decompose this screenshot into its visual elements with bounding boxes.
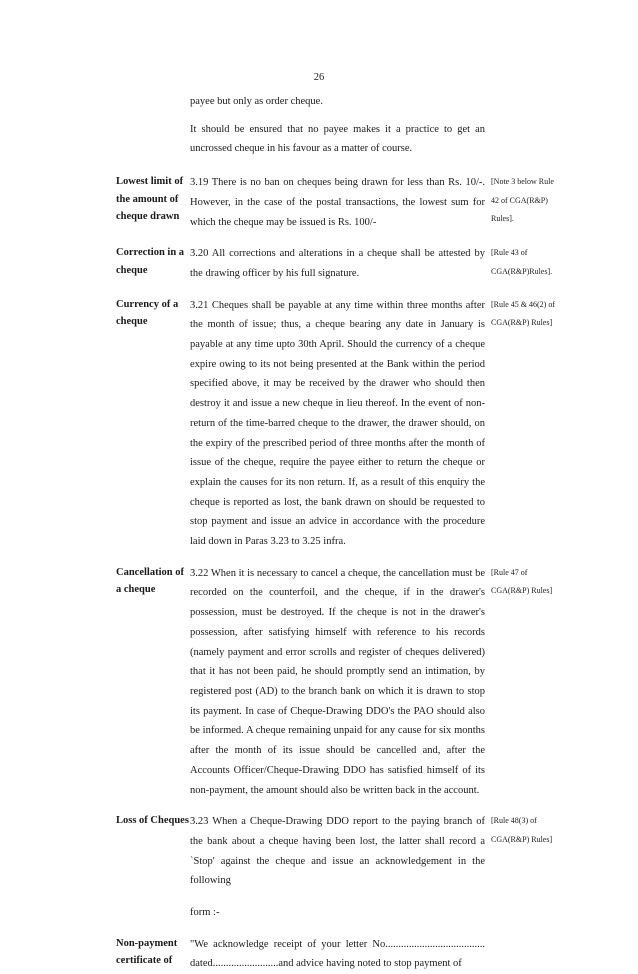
rule-reference: [Rule 48(3) of CGA(R&P) Rules] (491, 816, 553, 844)
section-paragraph: 3.22 When it is necessary to cancel a cheque, the cancellation must be recorded on the counterfoil, and the cheque, if in the drawer's possession, must be destroyed. If the cheque is not in the drawer's possession, after satisfying himself with reference to his records (namely payment and error scrolls and register of cheques delivered) that it has not been paid, he should promptly send an intimation, by registered post (AD) to the branch bank on which it is drawn to stop its payment. In case of Cheque-Drawing DDO's the PAO should also be informed. A cheque remaining unpaid for any cause for six months after the month of its issue should be cancelled and, after the Accounts Officer/Cheque-Drawing DDO has satisfied himself of its non-payment, the amount should also be written back in the account. (190, 567, 485, 796)
rule-reference: [Rule 47 of CGA(R&P) Rules] (491, 567, 553, 596)
rule-reference: [Note 3 below Rule 42 of CGA(R&P) Rules]. (491, 177, 554, 224)
page-number: 26 (313, 72, 325, 83)
section-body (190, 935, 485, 974)
section-correction (116, 244, 560, 283)
side-heading: Currency of a cheque (116, 298, 179, 328)
section-currency (116, 296, 560, 552)
section-paragraph: "We acknowledge receipt of your letter No...................................... dated.........................and advice having noted to stop payment of (190, 938, 485, 970)
intro-paragraph: payee but only as order cheque. (190, 96, 323, 107)
section-cancellation (116, 564, 560, 800)
rule-reference: [Rule 45 & 46(2) of CGA(R&P) Rules] (491, 299, 555, 328)
section-lowest-limit (116, 173, 560, 232)
rule-reference: [Rule 43 of CGA(R&P)Rules]. (491, 248, 553, 276)
side-heading: Non-payment certificate of (116, 937, 178, 967)
section-paragraph: 3.21 Cheques shall be payable at any time within three months after the month of issue; thus, a cheque bearing any date in January is payable at any time upto 30th April. Should the currency of a cheque expire owing to its not being presented at the Bank within the period specified above, it may be received by the drawer who should then destroy it and issue a new cheque in lieu thereof. In the event of non-return of the time-barred cheque to the drawer, the drawer should, on the expiry of the prescribed period of three months after the month of issue of the cheque, require the payee either to return the cheque or explain the causes for its non return. If, as a result of this enquiry the cheque is reported as lost, the bank drawn on should be requested to stop payment and issue an advice in accordance with the procedure laid down in Paras 3.23 to 3.25 infra. (190, 299, 485, 548)
section-body (190, 812, 485, 923)
intro-block (190, 92, 485, 159)
section-paragraph: form :- (190, 907, 220, 919)
section-paragraph: 3.23 When a Cheque-Drawing DDO report to the paying branch of the bank about a cheque having been lost, the latter shall record a `Stop' against the cheque and issue an acknowledgement in the following (190, 816, 485, 887)
side-heading: Loss of Cheques (116, 815, 189, 827)
side-heading: Correction in a cheque (116, 247, 185, 276)
document-body (116, 92, 560, 974)
section-paragraph: 3.20 All corrections and alterations in a cheque shall be attested by the drawing officer by his full signature. (190, 248, 485, 279)
section-body (190, 564, 485, 800)
side-heading: Cancellation of a cheque (116, 566, 184, 596)
section-paragraph: 3.19 There is no ban on cheques being drawn for less than Rs. 10/-. However, in the case of the postal transactions, the lowest sum for which the cheque may be issued is Rs. 100/- (190, 177, 485, 228)
section-body (190, 296, 485, 552)
intro-paragraph: It should be ensured that no payee makes it a practice to get an uncrossed cheque in his favour as a matter of course. (190, 123, 485, 155)
section-body (190, 244, 485, 283)
section-loss (116, 812, 560, 923)
section-non-payment (116, 935, 560, 974)
section-body (190, 173, 485, 232)
side-heading: Lowest limit of the amount of cheque drawn (116, 176, 184, 223)
